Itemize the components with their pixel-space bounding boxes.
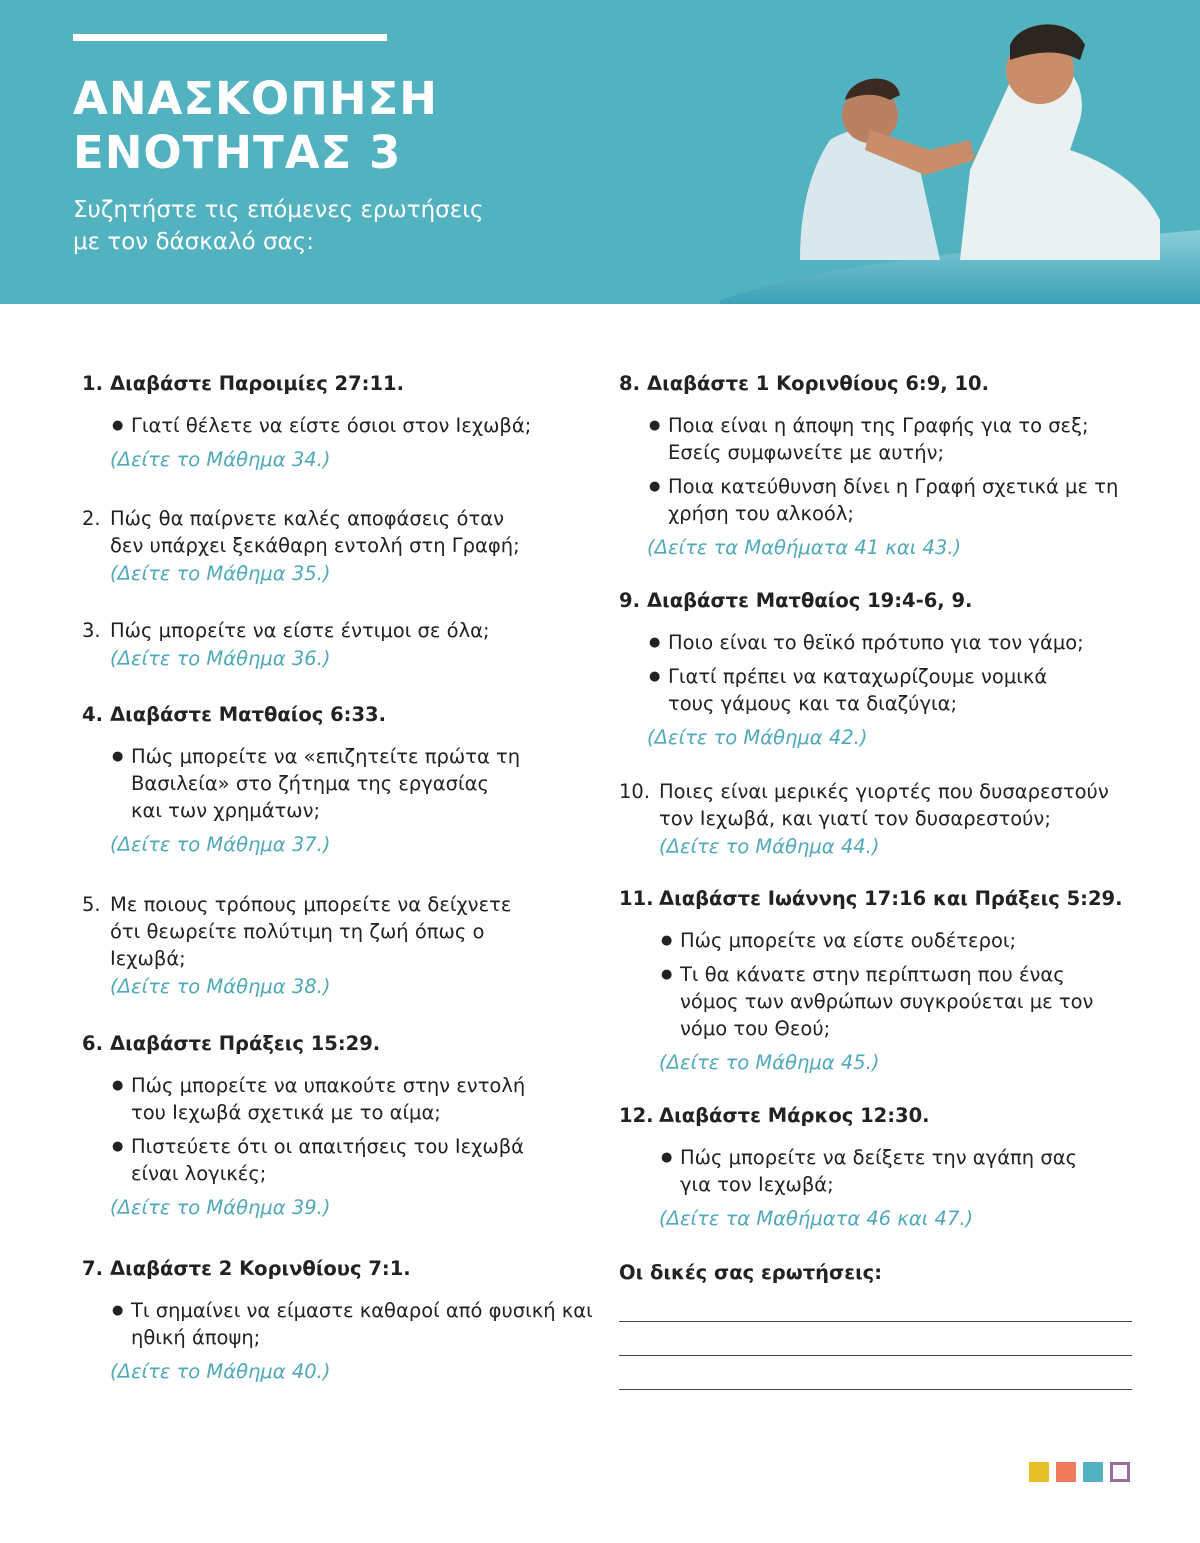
question-item [82,701,522,858]
bullet-icon: ● [649,669,661,684]
lesson-reference: (Δείτε το Μάθημα 36.) [110,647,331,670]
answer-line[interactable] [619,1322,1132,1356]
question-item [82,617,542,672]
question-text: Διαβάστε Ιωάννης 17:16 και Πράξεις 5:29. [659,887,1123,910]
question-item [82,505,542,587]
question-item [82,891,542,1000]
bullet-item [110,1072,562,1126]
lesson-reference: (Δείτε το Μάθημα 37.) [110,833,331,856]
baptism-illustration [720,0,1200,304]
bullet-text: Ποια είναι η άποψη της Γραφής για το σεξ; Εσείς συμφωνείτε με αυτήν; [668,414,1089,464]
question-number: 10. [619,780,651,803]
bullet-text: Ποια κατεύθυνση δίνει η Γραφή σχετικά με τη χρήση του αλκοόλ; [668,475,1119,525]
page-subtitle [73,194,483,258]
question-text: Διαβάστε Πράξεις 15:29. [110,1032,381,1055]
header-banner [0,0,1200,304]
bullet-item [659,1144,1099,1198]
bullet-icon: ● [661,933,673,948]
question-number: 8. [619,372,640,395]
question-item [619,587,1099,751]
own-questions-label: Οι δικές σας ερωτήσεις: [619,1261,883,1284]
lesson-reference: (Δείτε τα Μαθήματα 46 και 47.) [659,1207,974,1230]
subtitle-line: με τον δάσκαλό σας: [73,229,314,255]
question-number: 4. [82,703,103,726]
bullet-text: Πώς μπορείτε να δείξετε την αγάπη σας για τον Ιεχωβά; [680,1146,1078,1196]
bullet-text: Πώς μπορείτε να υπακούτε στην εντολή του Ιεχωβά σχετικά με το αίμα; [131,1074,526,1124]
lesson-reference: (Δείτε το Μάθημα 44.) [659,835,880,858]
teal-square [1083,1462,1103,1482]
orange-square [1056,1462,1076,1482]
bullet-text: Πώς μπορείτε να είστε ουδέτεροι; [680,929,1017,952]
question-item [619,885,1129,1076]
bullet-text: Πώς μπορείτε να «επιζητείτε πρώτα τη Βασιλεία» στο ζήτημα της εργασίας και των χρημάτων; [131,745,521,822]
bullet-icon: ● [112,1139,124,1154]
question-text: Διαβάστε Παροιμίες 27:11. [110,372,405,395]
question-text: Διαβάστε Ματθαίος 6:33. [110,703,387,726]
title-line: ΑΝΑΣΚΟΠΗΣΗ [73,72,438,125]
question-number: 9. [619,589,640,612]
header-rule [73,34,387,41]
question-text: Διαβάστε 2 Κορινθίους 7:1. [110,1257,411,1280]
bullet-icon: ● [649,479,661,494]
lesson-reference: (Δείτε το Μάθημα 40.) [110,1360,331,1383]
question-text: Πώς μπορείτε να είστε έντιμοι σε όλα; [110,619,490,642]
question-number: 11. [619,887,654,910]
question-number: 7. [82,1257,103,1280]
answer-line[interactable] [619,1288,1132,1322]
own-questions-section [619,1259,1119,1390]
question-number: 5. [82,893,101,916]
bullet-icon: ● [112,418,124,433]
lesson-reference: (Δείτε το Μάθημα 45.) [659,1051,880,1074]
purple-outline-square [1110,1462,1130,1482]
question-number: 3. [82,619,101,642]
bullet-text: Τι θα κάνατε στην περίπτωση που ένας νόμος των ανθρώπων συγκρούεται με τον νόμο του Θεού; [680,963,1094,1040]
bullet-icon: ● [112,749,124,764]
bullet-text: Γιατί θέλετε να είστε όσιοι στον Ιεχωβά; [131,414,532,437]
bullet-item [647,663,1099,717]
bullet-item [647,629,1099,656]
lesson-reference: (Δείτε το Μάθημα 34.) [110,448,331,471]
bullet-icon: ● [112,1078,124,1093]
yellow-square [1029,1462,1049,1482]
bullet-icon: ● [112,1303,124,1318]
lesson-reference: (Δείτε το Μάθημα 35.) [110,562,331,585]
question-text: Διαβάστε Ματθαίος 19:4-6, 9. [647,589,973,612]
question-text: Πώς θα παίρνετε καλές αποφάσεις όταν δεν υπάρχει ξεκάθαρη εντολή στη Γραφή; [110,507,520,557]
question-item [619,778,1139,860]
question-number: 12. [619,1104,654,1127]
bullet-item [647,412,1129,466]
bullet-text: Ποιο είναι το θεϊκό πρότυπο για τον γάμο; [668,631,1084,654]
color-squares-decoration [1029,1462,1130,1482]
question-text: Με ποιους τρόπους μπορείτε να δείχνετε ότι θεωρείτε πολύτιμη τη ζωή όπως ο Ιεχωβά; [110,893,512,970]
bullet-icon: ● [649,635,661,650]
question-text: Ποιες είναι μερικές γιορτές που δυσαρεστούν τον Ιεχωβά, και γιατί τον δυσαρεστούν; [659,780,1109,830]
question-item [619,370,1129,561]
bullet-icon: ● [661,1150,673,1165]
question-number: 6. [82,1032,103,1055]
lesson-reference: (Δείτε τα Μαθήματα 41 και 43.) [647,536,962,559]
question-text: Διαβάστε 1 Κορινθίους 6:9, 10. [647,372,990,395]
bullet-text: Πιστεύετε ότι οι απαιτήσεις του Ιεχωβά είναι λογικές; [131,1135,525,1185]
bullet-item [110,412,562,439]
subtitle-line: Συζητήστε τις επόμενες ερωτήσεις [73,197,484,223]
page-title [73,72,438,180]
lesson-reference: (Δείτε το Μάθημα 42.) [647,726,868,749]
bullet-text: Τι σημαίνει να είμαστε καθαροί από φυσική και ηθική άποψη; [131,1299,593,1349]
bullet-item [659,927,1129,954]
question-item [82,1030,562,1221]
bullet-icon: ● [649,418,661,433]
bullet-item [110,1297,602,1351]
bullet-icon: ● [661,967,673,982]
bullet-item [110,743,522,824]
question-number: 2. [82,507,101,530]
question-text: Διαβάστε Μάρκος 12:30. [659,1104,930,1127]
lesson-reference: (Δείτε το Μάθημα 38.) [110,975,331,998]
title-line: ΕΝΟΤΗΤΑΣ 3 [73,126,402,179]
bullet-item [110,1133,562,1187]
answer-line[interactable] [619,1356,1132,1390]
question-item [619,1102,1099,1232]
question-item [82,1255,602,1385]
bullet-item [659,961,1129,1042]
question-number: 1. [82,372,103,395]
lesson-reference: (Δείτε το Μάθημα 39.) [110,1196,331,1219]
bullet-text: Γιατί πρέπει να καταχωρίζουμε νομικά τους γάμους και τα διαζύγια; [668,665,1048,715]
bullet-item [647,473,1129,527]
question-item [82,370,562,473]
